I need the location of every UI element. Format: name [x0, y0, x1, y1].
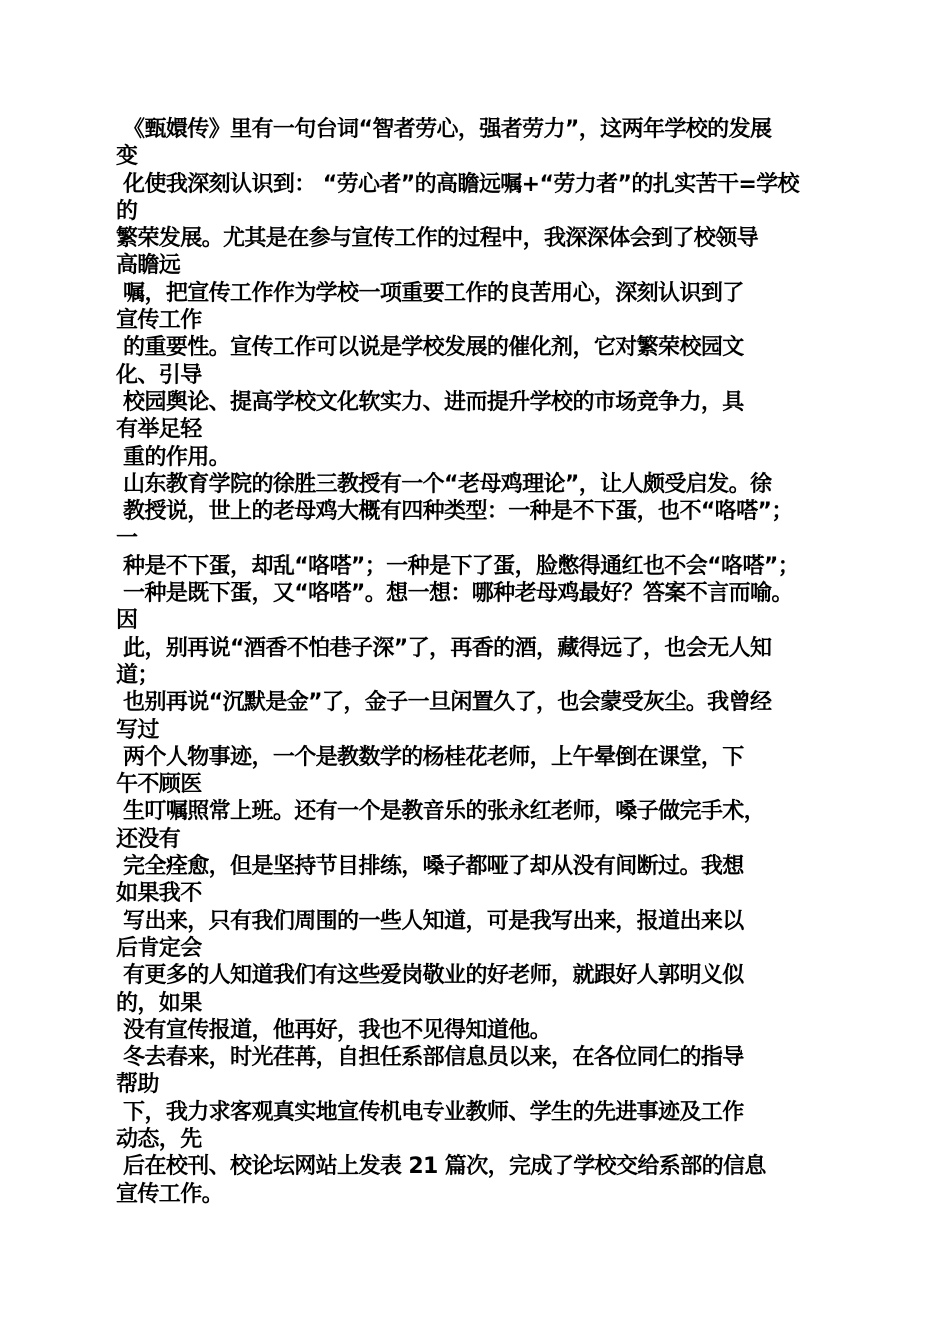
text-line: 有更多的人知道我们有这些爱岗敬业的好老师，就跟好人郭明义似	[116, 963, 744, 989]
text-line: 化使我深刻认识到： “劳心者”的高瞻远嘱+“劳力者”的扎实苦干=学校	[116, 171, 800, 197]
text-line: 有举足轻	[116, 417, 202, 443]
text-line: 也别再说“沉默是金”了，金子一旦闲置久了，也会蒙受灰尘。我曾经	[116, 690, 772, 716]
text-line: 宣传工作。	[116, 1181, 224, 1207]
text-line: 帮助	[116, 1072, 159, 1098]
text-line: 的重要性。宣传工作可以说是学校发展的催化剂，它对繁荣校园文	[116, 335, 744, 361]
text-line: 一	[116, 526, 138, 552]
text-line: 写过	[116, 717, 159, 743]
text-line: 动态，先	[116, 1126, 202, 1152]
text-line: 宣传工作	[116, 308, 202, 334]
text-line: 高瞻远	[116, 253, 181, 279]
text-line: 生叮嘱照常上班。还有一个是教音乐的张永红老师，嗓子做完手术，	[116, 799, 766, 825]
text-line: 山东教育学院的徐胜三教授有一个“老母鸡理论”，让人颇受启发。徐	[116, 471, 772, 497]
text-line: 下，我力求客观真实地宣传机电专业教师、学生的先进事迹及工作	[116, 1099, 744, 1125]
text-line: 后在校刊、校论坛网站上发表 21 篇次，完成了学校交给系部的信息	[116, 1154, 766, 1180]
text-line: 一种是既下蛋，又“咯嗒”。想一想：哪种老母鸡最好？答案不言而喻。	[116, 581, 793, 607]
text-line: 变	[116, 144, 138, 170]
text-line: 两个人物事迹，一个是教数学的杨桂花老师，上午晕倒在课堂，下	[116, 744, 744, 770]
text-line: 因	[116, 608, 138, 634]
text-line: 写出来，只有我们周围的一些人知道，可是我写出来，报道出来以	[116, 908, 744, 934]
text-line: 的	[116, 198, 138, 224]
text-line: 没有宣传报道，他再好，我也不见得知道他。	[116, 1017, 552, 1043]
text-line: 还没有	[116, 826, 181, 852]
text-line: 后肯定会	[116, 935, 202, 961]
text-line: 完全痊愈，但是坚持节目排练，嗓子都哑了却从没有间断过。我想	[116, 854, 744, 880]
text-line: 午不顾医	[116, 772, 202, 798]
text-line: 道；	[116, 662, 159, 688]
text-line: 《甄嬛传》里有一句台词“智者劳心，强者劳力”，这两年学校的发展	[116, 117, 772, 142]
text-line: 重的作用。	[116, 444, 231, 470]
text-line: 冬去春来，时光荏苒，自担任系部信息员以来，在各位同仁的指导	[116, 1045, 744, 1071]
text-line: 嘱，把宣传工作作为学校一项重要工作的良苦用心，深刻认识到了	[116, 280, 744, 306]
text-line: 种是不下蛋，却乱“咯嗒”；一种是下了蛋，脸憋得通红也不会“咯嗒”；	[116, 553, 800, 579]
text-line: 此，别再说“酒香不怕巷子深”了，再香的酒，藏得远了，也会无人知	[116, 635, 772, 661]
text-line: 如果我不	[116, 881, 202, 907]
text-line: 的，如果	[116, 990, 202, 1016]
text-line: 教授说，世上的老母鸡大概有四种类型：一种是不下蛋，也不“咯嗒”；	[116, 499, 793, 525]
document-body	[116, 116, 846, 1208]
text-line: 化、引导	[116, 362, 202, 388]
text-line: 繁荣发展。尤其是在参与宣传工作的过程中，我深深体会到了校领导	[116, 226, 759, 252]
text-line: 校园舆论、提高学校文化软实力、进而提升学校的市场竞争力，具	[116, 389, 744, 415]
